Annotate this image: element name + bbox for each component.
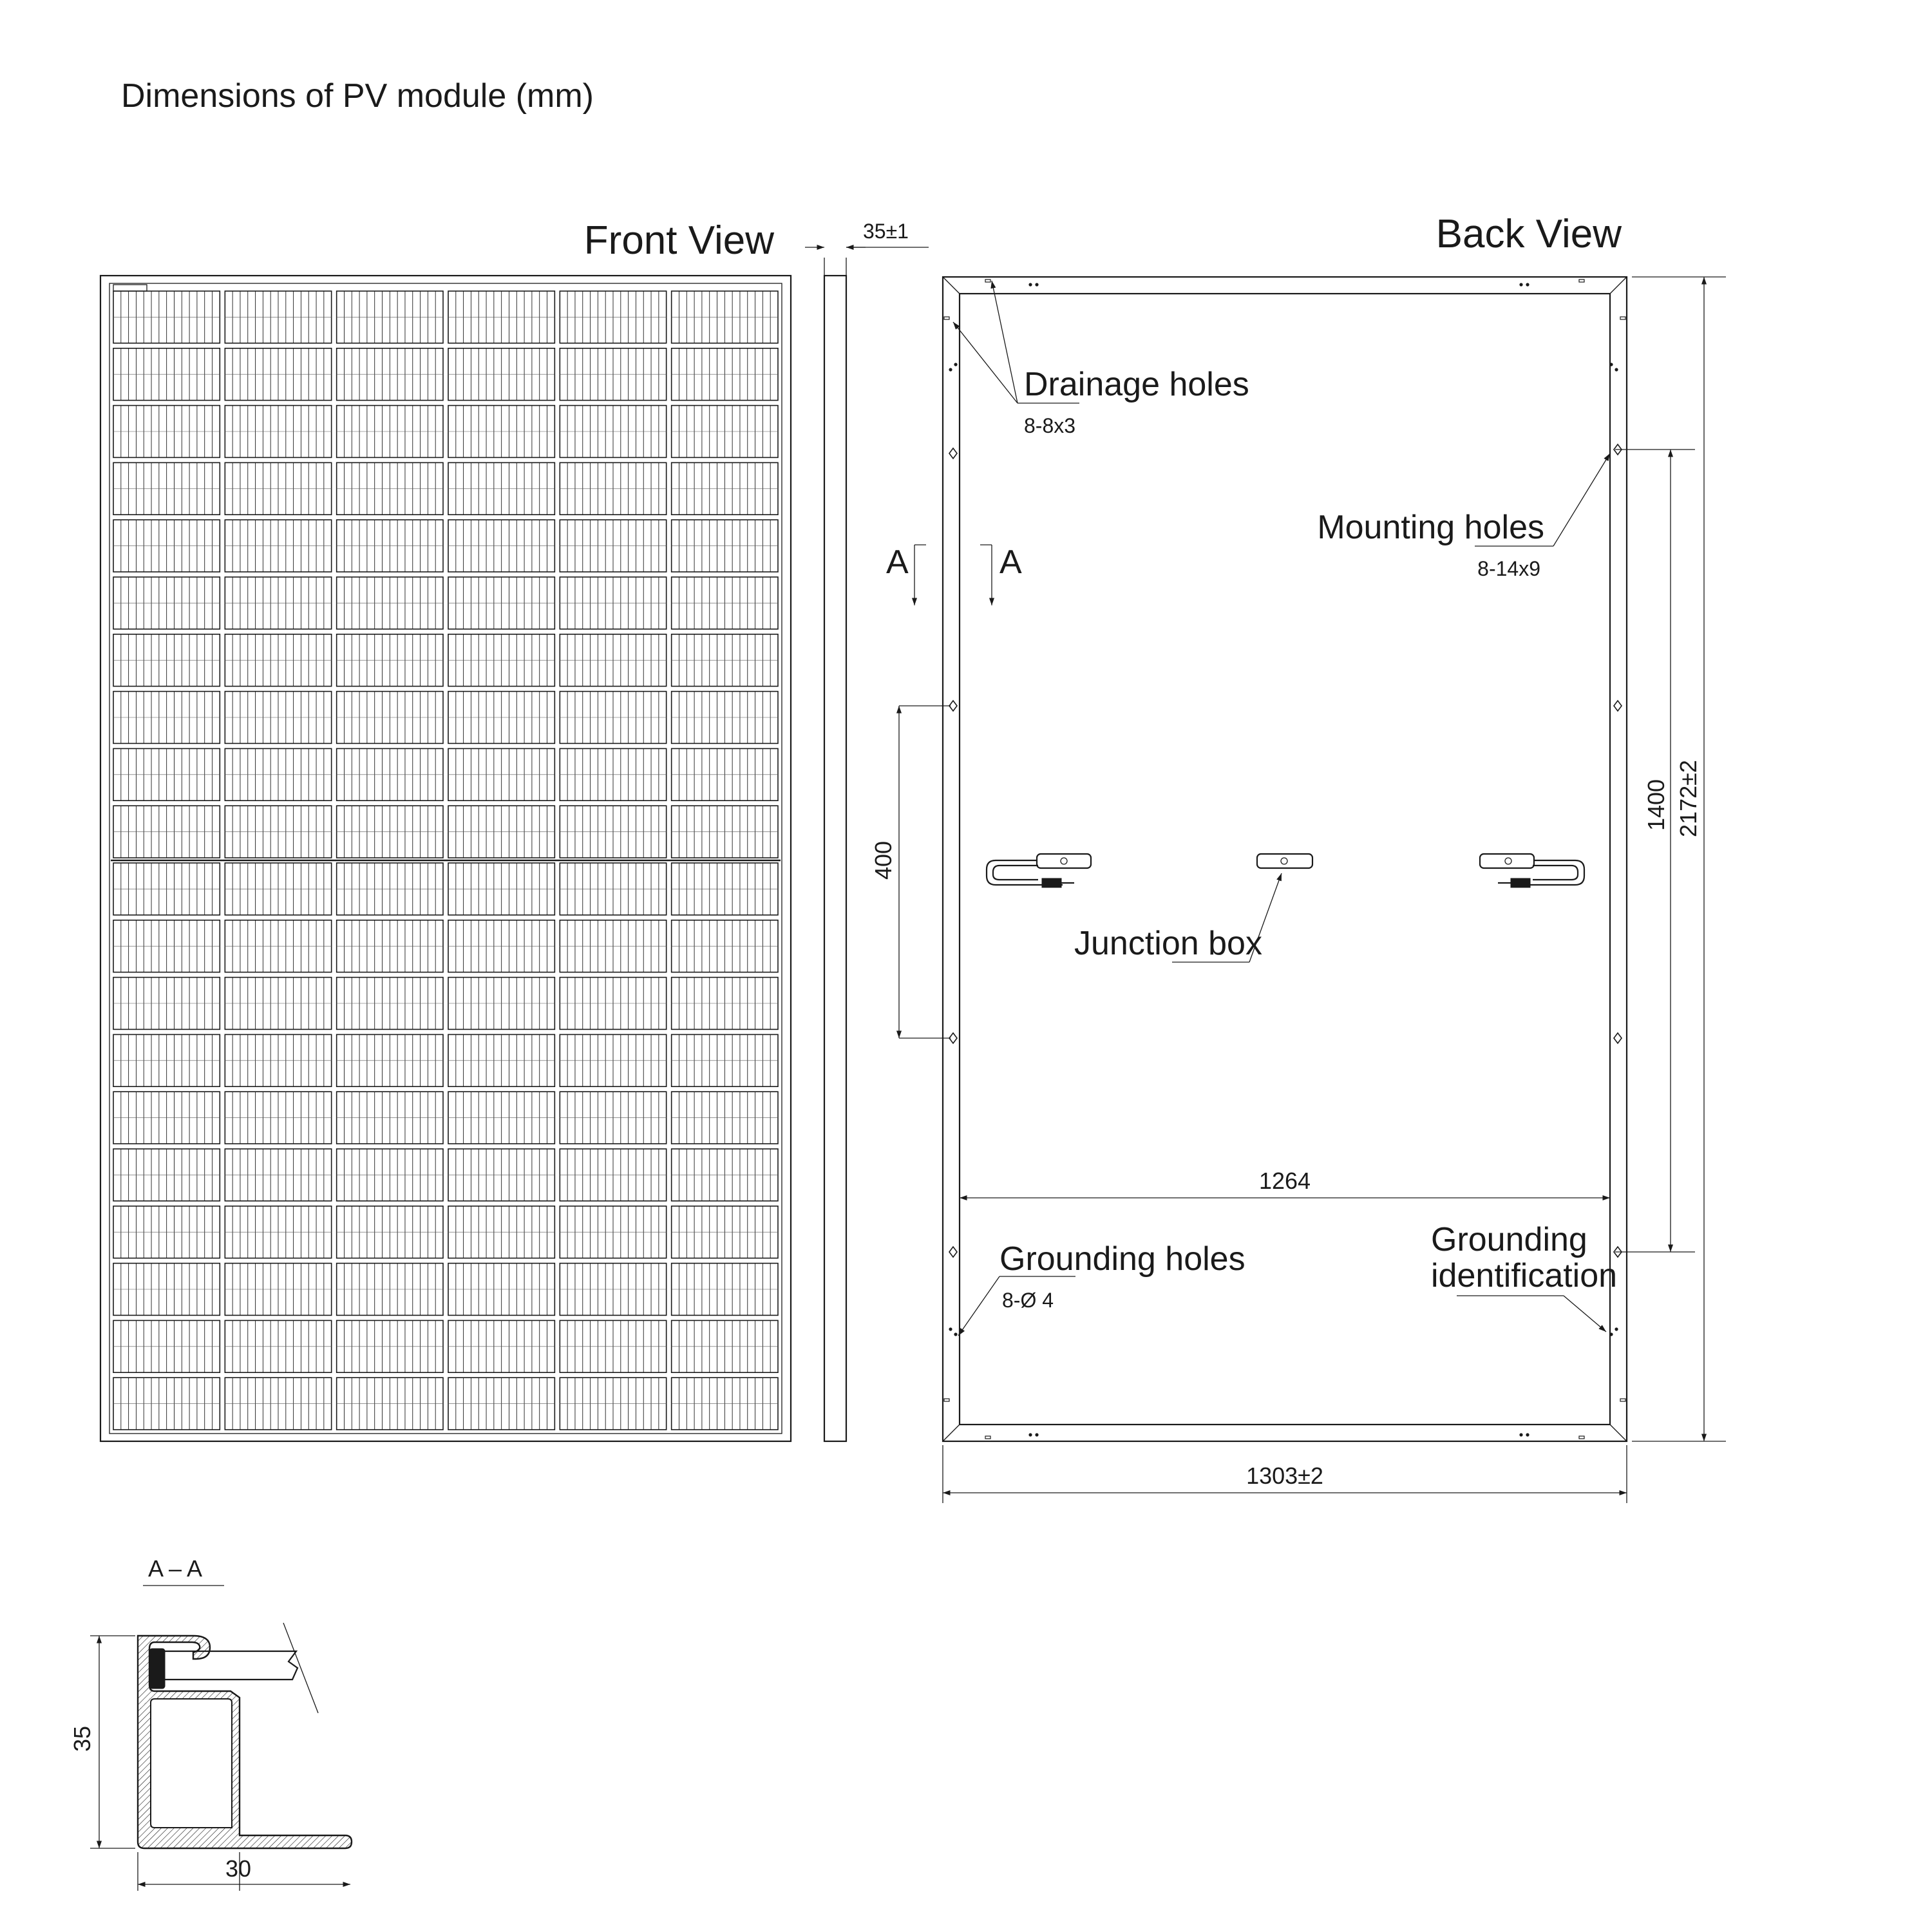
solar-cell <box>672 806 778 858</box>
solar-cell <box>560 863 666 915</box>
solar-cell <box>225 1092 331 1144</box>
solar-cell <box>560 1206 666 1258</box>
solar-cell <box>337 1264 443 1316</box>
solar-cell <box>113 748 220 800</box>
solar-cell <box>672 1034 778 1086</box>
solar-cell <box>113 291 220 343</box>
solar-cell <box>560 920 666 972</box>
cell-grid <box>111 291 781 1430</box>
solar-cell <box>448 406 554 458</box>
mount-spacing-label: 1400 <box>1643 779 1669 831</box>
solar-cell <box>337 978 443 1030</box>
grounding-hole <box>1519 283 1522 286</box>
section-width-dimension <box>138 1852 350 1891</box>
solar-cell <box>560 634 666 687</box>
break-line <box>283 1623 318 1713</box>
grounding-hole <box>1526 283 1529 286</box>
solar-cell <box>225 863 331 915</box>
solar-cell <box>560 348 666 401</box>
solar-cell <box>225 748 331 800</box>
solar-cell <box>113 406 220 458</box>
grounding-hole <box>1526 1433 1529 1436</box>
hole-spacing-dimension <box>870 706 951 1038</box>
solar-cell <box>448 806 554 858</box>
grounding-hole <box>1615 368 1618 371</box>
mounting-hole <box>1614 1033 1622 1043</box>
solar-cell <box>337 863 443 915</box>
section-aa <box>69 1555 352 1891</box>
front-label-plate <box>113 285 147 291</box>
solar-cell <box>113 1378 220 1430</box>
solar-cell <box>113 348 220 401</box>
solar-cell <box>672 406 778 458</box>
drainage-hole <box>1620 317 1625 319</box>
solar-cell <box>225 462 331 515</box>
grounding-hole <box>1035 1433 1038 1436</box>
solar-cell <box>672 692 778 744</box>
solar-cell <box>448 634 554 687</box>
solar-cell <box>672 1206 778 1258</box>
solar-cell <box>225 692 331 744</box>
solar-cell <box>337 1034 443 1086</box>
section-aa-label: A – A <box>147 1555 203 1582</box>
solar-cell <box>337 291 443 343</box>
solar-cell <box>672 1092 778 1144</box>
solar-cell <box>337 634 443 687</box>
solar-cell <box>113 920 220 972</box>
solar-cell <box>672 1378 778 1430</box>
grounding-spec: 8-Ø 4 <box>1002 1289 1054 1312</box>
solar-cell <box>672 1320 778 1372</box>
grounding-hole <box>1519 1433 1522 1436</box>
drainage-label: Drainage holes <box>1024 366 1249 403</box>
front-view <box>100 218 791 1441</box>
section-width-label: 30 <box>225 1855 252 1882</box>
solar-cell <box>672 863 778 915</box>
solar-cell <box>225 1320 331 1372</box>
back-view <box>870 212 1726 1503</box>
solar-cell <box>337 692 443 744</box>
solar-cell <box>225 1264 331 1316</box>
drainage-hole <box>985 279 990 282</box>
solar-cell <box>337 348 443 401</box>
junction-callout <box>1074 873 1282 962</box>
grounding-hole <box>949 1327 952 1331</box>
solar-cell <box>113 577 220 629</box>
solar-cell <box>672 462 778 515</box>
junction-label: Junction box <box>1074 925 1262 962</box>
mounting-label: Mounting holes <box>1317 509 1544 546</box>
solar-cell <box>560 406 666 458</box>
mounting-hole <box>949 1247 957 1257</box>
solar-cell <box>560 577 666 629</box>
grounding-id-callout <box>1431 1221 1617 1332</box>
junction-box-right <box>1480 854 1584 887</box>
solar-cell <box>672 348 778 401</box>
section-marker-left: A <box>886 544 909 581</box>
solar-cell <box>113 1206 220 1258</box>
solar-cell <box>448 978 554 1030</box>
mounting-callout <box>1317 453 1610 580</box>
solar-cell <box>225 1206 331 1258</box>
solar-cell <box>225 520 331 572</box>
solar-cell <box>225 406 331 458</box>
hole-spacing-label: 400 <box>870 840 896 880</box>
grounding-hole <box>1609 1332 1613 1336</box>
solar-cell <box>448 1149 554 1201</box>
solar-cell <box>448 1092 554 1144</box>
solar-cell <box>225 806 331 858</box>
solar-cell <box>560 1092 666 1144</box>
solar-cell <box>560 520 666 572</box>
solar-cell <box>225 978 331 1030</box>
height-total-label: 2172±2 <box>1675 760 1701 837</box>
grounding-hole <box>1609 363 1613 366</box>
solar-cell <box>113 1034 220 1086</box>
grounding-hole <box>954 363 957 366</box>
grounding-hole <box>1028 283 1032 286</box>
mounting-hole <box>949 448 957 459</box>
solar-cell <box>560 1149 666 1201</box>
solar-cell <box>113 634 220 687</box>
solar-cell <box>448 920 554 972</box>
thickness-dimension: 35±1 <box>863 220 909 243</box>
grounding-id-line2: identification <box>1431 1257 1618 1294</box>
solar-cell <box>672 291 778 343</box>
solar-cell <box>672 1149 778 1201</box>
solar-cell <box>337 1092 443 1144</box>
solar-cell <box>337 462 443 515</box>
solar-cell <box>448 748 554 800</box>
solar-cell <box>448 348 554 401</box>
solar-cell <box>448 692 554 744</box>
solar-cell <box>225 634 331 687</box>
front-outer-frame <box>100 276 791 1441</box>
solar-cell <box>672 1264 778 1316</box>
sealant <box>149 1649 165 1689</box>
solar-cell <box>113 978 220 1030</box>
solar-cell <box>560 1378 666 1430</box>
mounting-hole <box>1614 701 1622 711</box>
side-frame <box>824 276 846 1441</box>
grounding-callout <box>958 1240 1245 1336</box>
drainage-hole <box>944 317 949 319</box>
solar-cell <box>560 291 666 343</box>
drainage-callout <box>953 281 1249 437</box>
laminate <box>164 1651 298 1680</box>
solar-cell <box>672 748 778 800</box>
drainage-hole <box>1579 279 1584 282</box>
solar-cell <box>448 1206 554 1258</box>
solar-cell <box>337 1378 443 1430</box>
section-marker <box>886 544 1022 605</box>
solar-cell <box>448 863 554 915</box>
grounding-hole <box>949 368 952 371</box>
solar-cell <box>113 692 220 744</box>
grounding-hole <box>954 1332 957 1336</box>
solar-cell <box>225 1149 331 1201</box>
solar-cell <box>113 1320 220 1372</box>
back-view-label: Back View <box>1435 212 1622 256</box>
solar-cell <box>337 577 443 629</box>
solar-cell <box>225 1034 331 1086</box>
inner-width-label: 1264 <box>1258 1168 1311 1194</box>
solar-cell <box>448 1378 554 1430</box>
height-dimension <box>1632 277 1726 1441</box>
solar-cell <box>113 520 220 572</box>
solar-cell <box>672 920 778 972</box>
page-title: Dimensions of PV module (mm) <box>121 77 594 115</box>
solar-cell <box>448 577 554 629</box>
solar-cell <box>337 520 443 572</box>
solar-cell <box>448 1320 554 1372</box>
section-height-dimension <box>69 1636 135 1848</box>
solar-cell <box>113 462 220 515</box>
solar-cell <box>337 748 443 800</box>
grounding-label: Grounding holes <box>999 1240 1245 1278</box>
solar-cell <box>113 1264 220 1316</box>
solar-cell <box>672 520 778 572</box>
mounting-spec: 8-14x9 <box>1477 557 1540 580</box>
drainage-hole <box>1579 1436 1584 1439</box>
grounding-hole <box>1615 1327 1618 1331</box>
section-height-label: 35 <box>69 1725 95 1752</box>
solar-cell <box>225 291 331 343</box>
solar-cell <box>337 920 443 972</box>
junction-box-left <box>987 854 1091 887</box>
solar-cell <box>448 1034 554 1086</box>
solar-cell <box>560 462 666 515</box>
solar-cell <box>337 406 443 458</box>
solar-cell <box>560 692 666 744</box>
solar-cell <box>337 806 443 858</box>
grounding-id-line1: Grounding <box>1431 1221 1587 1258</box>
solar-cell <box>672 978 778 1030</box>
solar-cell <box>113 863 220 915</box>
solar-cell <box>448 462 554 515</box>
solar-cell <box>113 806 220 858</box>
solar-cell <box>560 1320 666 1372</box>
solar-cell <box>560 1264 666 1316</box>
front-view-label: Front View <box>583 218 774 263</box>
solar-cell <box>113 1092 220 1144</box>
solar-cell <box>225 348 331 401</box>
grounding-hole <box>1028 1433 1032 1436</box>
frame-chamber <box>151 1699 232 1828</box>
solar-cell <box>672 634 778 687</box>
solar-cell <box>337 1149 443 1201</box>
front-inner-frame <box>109 283 782 1434</box>
solar-cell <box>560 806 666 858</box>
solar-cell <box>672 577 778 629</box>
junction-box-center <box>1257 854 1312 868</box>
solar-cell <box>448 291 554 343</box>
solar-cell <box>225 577 331 629</box>
drainage-hole <box>944 1399 949 1401</box>
solar-cell <box>448 1264 554 1316</box>
solar-cell <box>337 1206 443 1258</box>
solar-cell <box>113 1149 220 1201</box>
section-marker-right: A <box>999 544 1022 581</box>
total-width-dimension <box>943 1445 1627 1503</box>
solar-cell <box>448 520 554 572</box>
grounding-hole <box>1035 283 1038 286</box>
solar-cell <box>337 1320 443 1372</box>
drainage-hole <box>985 1436 990 1439</box>
solar-cell <box>225 920 331 972</box>
drainage-hole <box>1620 1399 1625 1401</box>
solar-cell <box>225 1378 331 1430</box>
solar-cell <box>560 978 666 1030</box>
total-width-label: 1303±2 <box>1246 1463 1323 1489</box>
drainage-spec: 8-8x3 <box>1024 414 1076 437</box>
solar-cell <box>560 1034 666 1086</box>
solar-cell <box>560 748 666 800</box>
side-view <box>805 220 929 1441</box>
